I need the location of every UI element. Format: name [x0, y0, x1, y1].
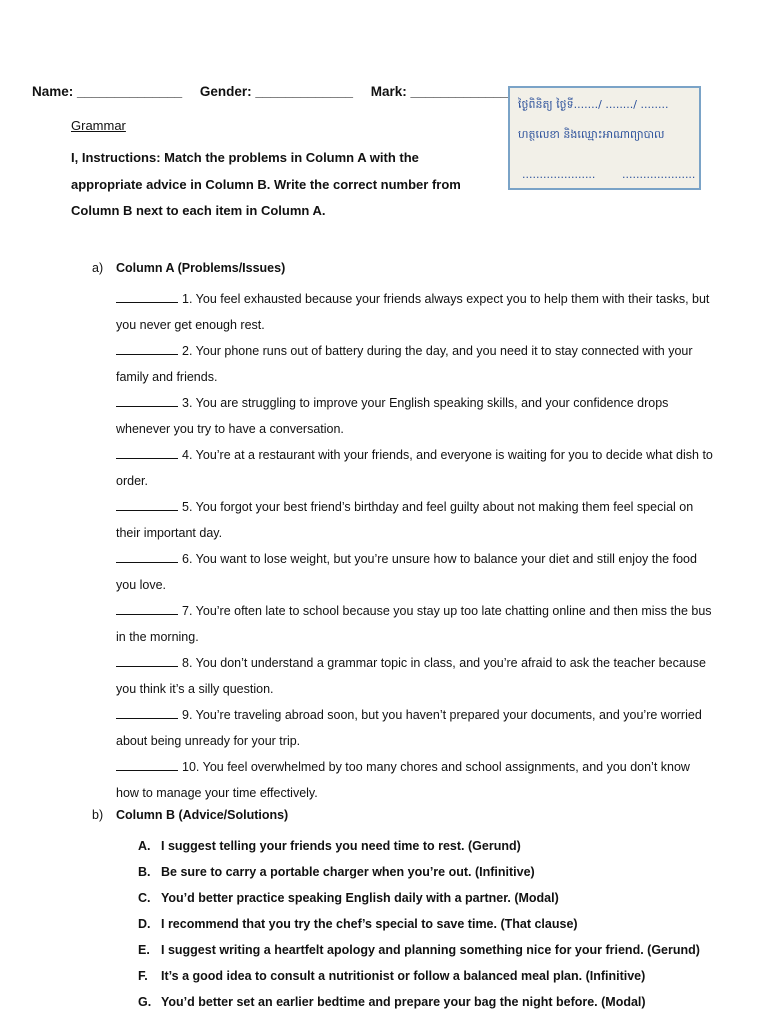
problem-item — [116, 286, 716, 338]
problem-item — [116, 338, 716, 390]
problem-item — [116, 754, 716, 806]
problem-text: 3. You are struggling to improve your English speaking skills, and your confidence drops whenever you try to have a conversation. — [116, 396, 669, 436]
column-b-title: Column B (Advice/Solutions) — [116, 808, 289, 822]
problem-item — [116, 546, 716, 598]
advice-text: You’d better practice speaking English daily with a partner. (Modal) — [161, 891, 559, 905]
stamp-date-line: ថ្ងៃពិនិត្យ ថ្ងៃទី......./ ......../ ........ — [518, 98, 669, 111]
problem-text: 10. You feel overwhelmed by too many chores and school assignments, and you don’t know how to manage your time effectively. — [116, 760, 690, 800]
advice-letter: B. — [138, 865, 151, 879]
advice-item — [138, 989, 738, 1015]
answer-blank[interactable] — [116, 706, 178, 719]
answer-blank[interactable] — [116, 602, 178, 615]
advice-text: I suggest writing a heartfelt apology and planning something nice for your friend. (Gerund) — [161, 943, 700, 957]
problem-item — [116, 650, 716, 702]
column-a-heading — [92, 261, 285, 275]
guardian-check-stamp — [508, 86, 701, 190]
answer-blank[interactable] — [116, 446, 178, 459]
problem-item — [116, 702, 716, 754]
answer-blank[interactable] — [116, 498, 178, 511]
advice-item — [138, 885, 738, 911]
problem-item — [116, 598, 716, 650]
column-a-marker: a) — [92, 261, 104, 275]
advice-item — [138, 911, 738, 937]
problem-text: 4. You’re at a restaurant with your friends, and everyone is waiting for you to decide what dish to order. — [116, 448, 713, 488]
advice-text: Be sure to carry a portable charger when you’re out. (Infinitive) — [161, 865, 535, 879]
advice-text: It’s a good idea to consult a nutritionist or follow a balanced meal plan. (Infinitive) — [161, 969, 646, 983]
advice-letter: E. — [138, 943, 150, 957]
column-b-heading — [92, 808, 288, 822]
section-title: Grammar — [71, 118, 126, 133]
advice-letter: G. — [138, 995, 152, 1009]
problem-text: 8. You don’t understand a grammar topic in class, and you’re afraid to ask the teacher because you think it’s a silly question. — [116, 656, 706, 696]
advice-text: I suggest telling your friends you need time to rest. (Gerund) — [161, 839, 521, 853]
problem-text: 7. You’re often late to school because you stay up too late chatting online and then miss the bus in the morning. — [116, 604, 712, 644]
advice-letter: D. — [138, 917, 151, 931]
problem-item — [116, 494, 716, 546]
problem-text: 5. You forgot your best friend’s birthday and feel guilty about not making them feel special on their important day. — [116, 500, 694, 540]
stamp-dotted-line-right: ..................... — [622, 168, 696, 181]
instructions: I, Instructions: Match the problems in Column A with the appropriate advice in Column B. Write the correct number from Column B next to each item in Column A. — [71, 150, 461, 218]
problem-text: 9. You’re traveling abroad soon, but you haven’t prepared your documents, and you’re worried about being unready for your trip. — [116, 708, 702, 748]
problem-item — [116, 442, 716, 494]
advice-letter: F. — [138, 969, 148, 983]
mark-field[interactable]: Mark: _____________ — [370, 84, 509, 99]
answer-blank[interactable] — [116, 758, 178, 771]
advice-letter: A. — [138, 839, 151, 853]
problem-text: 1. You feel exhausted because your friends always expect you to help them with their tasks, but you never get enough rest. — [116, 292, 710, 332]
answer-blank[interactable] — [116, 342, 178, 355]
advice-item — [138, 859, 738, 885]
stamp-signature-label: ហត្ថលេខា និងឈ្មោះអាណាព្យាបាល — [518, 128, 665, 141]
answer-blank[interactable] — [116, 654, 178, 667]
answer-blank[interactable] — [116, 550, 178, 563]
stamp-dotted-line-left: ..................... — [522, 168, 596, 181]
answer-blank[interactable] — [116, 290, 178, 303]
advice-text: You’d better set an earlier bedtime and prepare your bag the night before. (Modal) — [161, 995, 646, 1009]
advice-text: I recommend that you try the chef’s special to save time. (That clause) — [161, 917, 578, 931]
student-info-header — [32, 84, 522, 99]
advice-item — [138, 833, 738, 859]
column-a-title: Column A (Problems/Issues) — [116, 261, 286, 275]
column-a-list — [116, 286, 716, 806]
gender-field[interactable]: Gender: _____________ — [199, 84, 354, 99]
name-field[interactable]: Name: ______________ — [32, 84, 183, 99]
problem-text: 2. Your phone runs out of battery during the day, and you need it to stay connected with your family and friends. — [116, 344, 693, 384]
problem-text: 6. You want to lose weight, but you’re unsure how to balance your diet and still enjoy the food you love. — [116, 552, 697, 592]
column-b-list — [138, 833, 738, 1015]
column-b-marker: b) — [92, 808, 104, 822]
advice-item — [138, 937, 738, 963]
advice-letter: C. — [138, 891, 151, 905]
advice-item — [138, 963, 738, 989]
answer-blank[interactable] — [116, 394, 178, 407]
problem-item — [116, 390, 716, 442]
